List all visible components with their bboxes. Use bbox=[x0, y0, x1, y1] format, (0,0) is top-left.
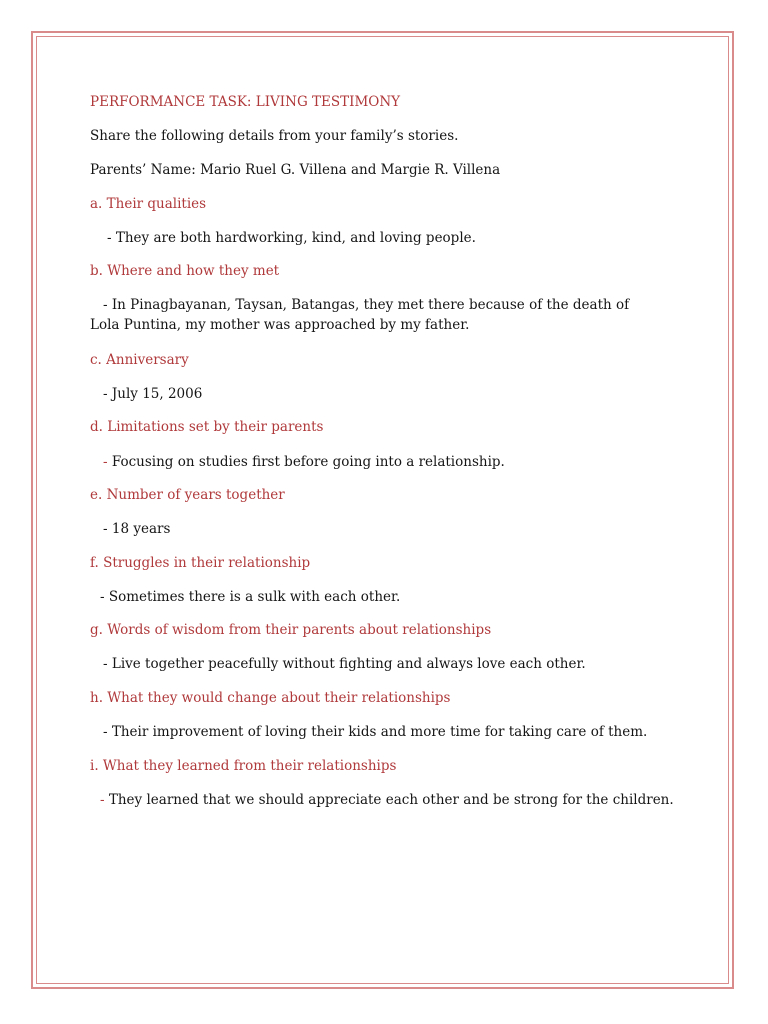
answer-h: - Their improvement of loving their kids and more time for taking care of them. bbox=[103, 724, 648, 740]
answer-b: - In Pinagbayanan, Taysan, Batangas, they met there because of the death of Lola Puntina, my mother was approached by my father. bbox=[90, 297, 630, 333]
answer-i-dash: - bbox=[100, 792, 105, 808]
answer-e: - 18 years bbox=[103, 521, 171, 537]
answer-a: - They are both hardworking, kind, and loving people. bbox=[107, 230, 476, 246]
answer-i bbox=[100, 790, 674, 810]
intro-text: Share the following details from your family’s stories. bbox=[90, 128, 459, 144]
question-d: d. Limitations set by their parents bbox=[90, 419, 324, 435]
document-title: PERFORMANCE TASK: LIVING TESTIMONY bbox=[90, 94, 401, 110]
question-h: h. What they would change about their relationships bbox=[90, 690, 451, 706]
question-b: b. Where and how they met bbox=[90, 263, 280, 279]
question-e: e. Number of years together bbox=[90, 487, 285, 503]
answer-d bbox=[103, 452, 505, 472]
question-i: i. What they learned from their relationships bbox=[90, 758, 397, 774]
answer-i-text: They learned that we should appreciate each other and be strong for the children. bbox=[108, 792, 674, 808]
answer-g: - Live together peacefully without fighting and always love each other. bbox=[103, 656, 586, 672]
answer-f: - Sometimes there is a sulk with each other. bbox=[100, 589, 401, 605]
question-g: g. Words of wisdom from their parents about relationships bbox=[90, 622, 492, 638]
question-f: f. Struggles in their relationship bbox=[90, 555, 311, 571]
question-a: a. Their qualities bbox=[90, 196, 207, 212]
answer-d-text: Focusing on studies first before going into a relationship. bbox=[111, 454, 505, 470]
question-c: c. Anniversary bbox=[90, 352, 189, 368]
answer-d-dash: - bbox=[103, 454, 108, 470]
answer-c: - July 15, 2006 bbox=[103, 386, 203, 402]
parents-name: Parents’ Name: Mario Ruel G. Villena and Margie R. Villena bbox=[90, 162, 501, 178]
